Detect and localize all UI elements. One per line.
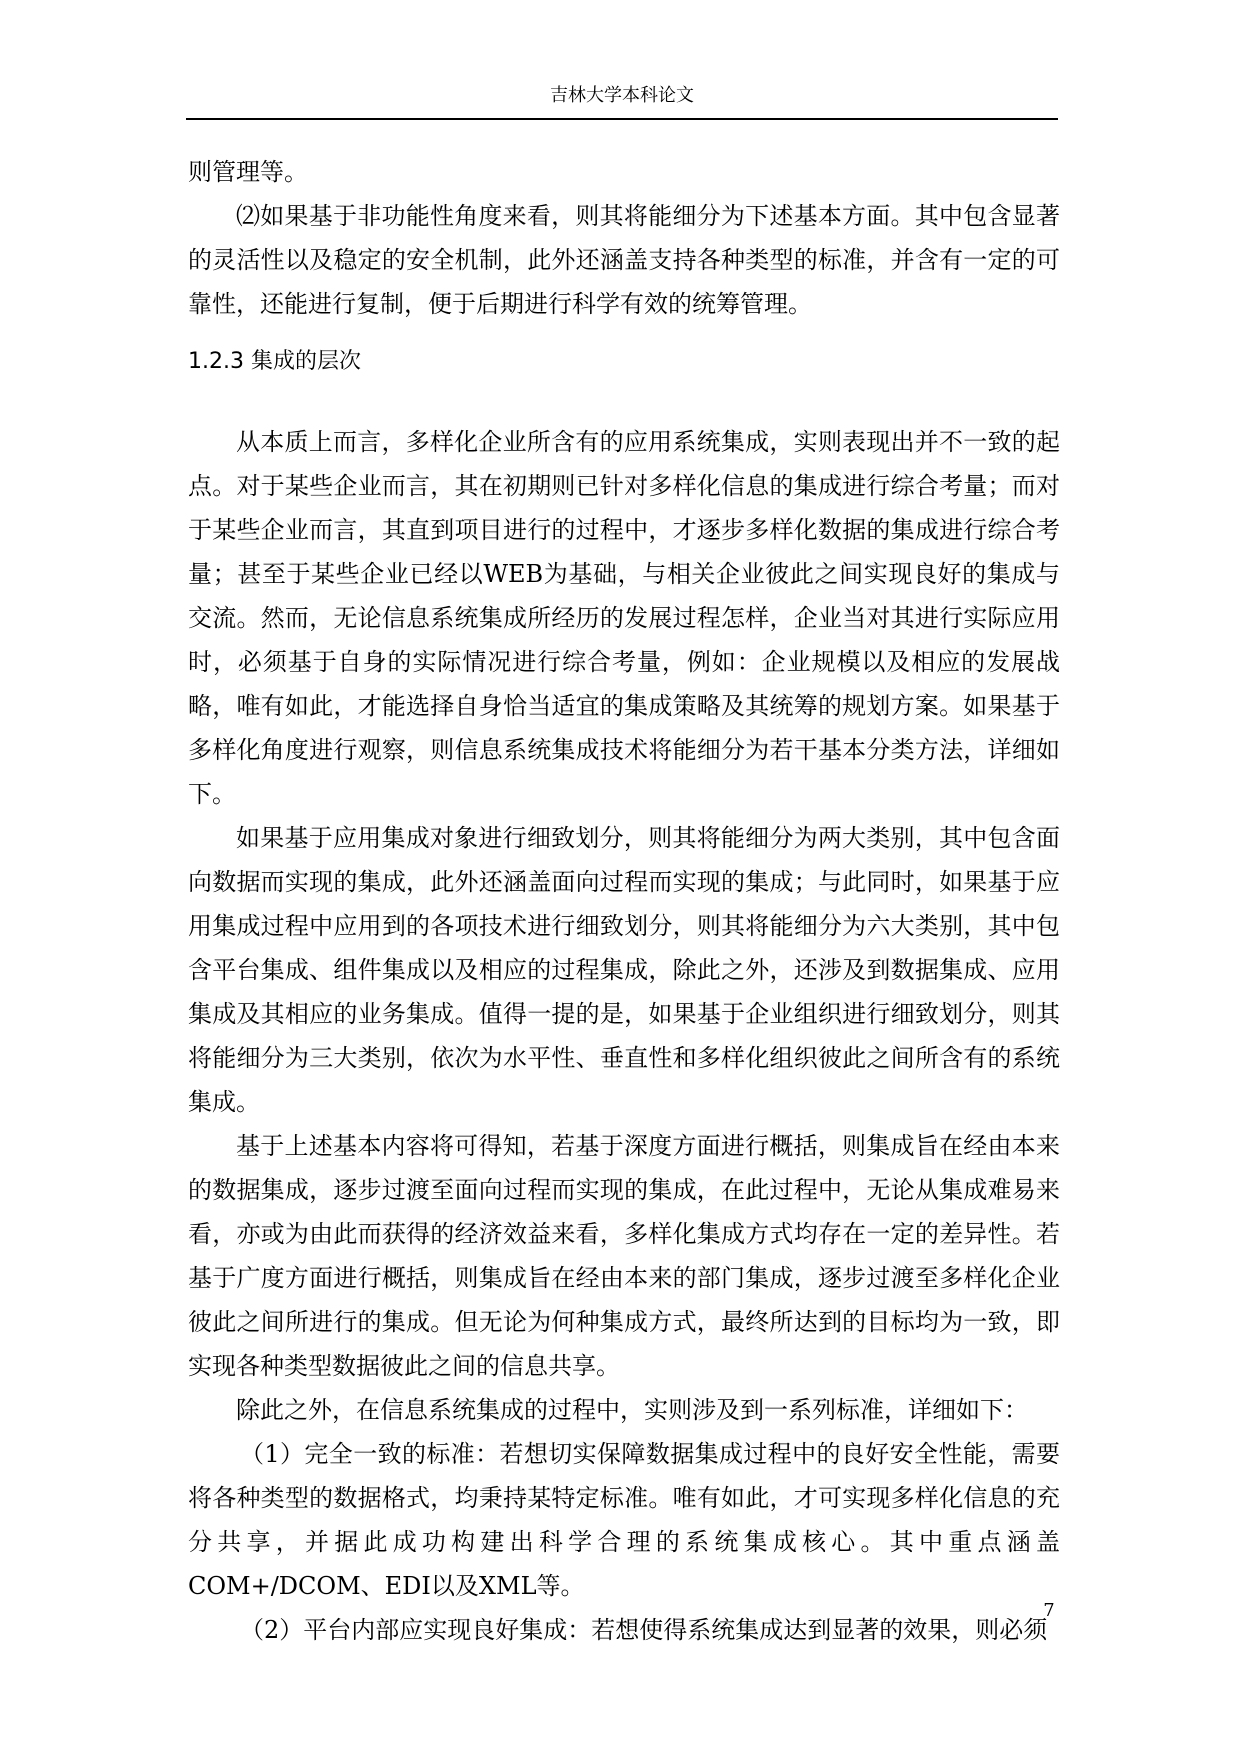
body-text (188, 150, 1060, 1652)
list-item: （1）完全一致的标准：若想切实保障数据集成过程中的良好安全性能，需要将各种类型的数据格式，均秉持某特定标准。唯有如此，才可实现多样化信息的充分共享，并据此成功构建出科学合理的系统集成核心。其中重点涵盖COM+/DCOM、EDI以及XML等。 (188, 1440, 1060, 1600)
paragraph: 如果基于应用集成对象进行细致划分，则其将能细分为两大类别，其中包含面向数据而实现的集成，此外还涵盖面向过程而实现的集成；与此同时，如果基于应用集成过程中应用到的各项技术进行细致划分，则其将能细分为六大类别，其中包含平台集成、组件集成以及相应的过程集成，除此之外，还涉及到数据集成、应用集成及其相应的业务集成。值得一提的是，如果基于企业组织进行细致划分，则其将能细分为三大类别，依次为水平性、垂直性和多样化组织彼此之间所含有的系统集成。 (188, 824, 1060, 1116)
page-number: 7 (1043, 1600, 1055, 1621)
paragraph: 除此之外，在信息系统集成的过程中，实则涉及到一系列标准，详细如下： (236, 1396, 1028, 1424)
paragraph: 从本质上而言，多样化企业所含有的应用系统集成，实则表现出并不一致的起点。对于某些企业而言，其在初期则已针对多样化信息的集成进行综合考量；而对于某些企业而言，其直到项目进行的过程中，才逐步多样化数据的集成进行综合考量；甚至于某些企业已经以WEB为基础，与相关企业彼此之间实现良好的集成与交流。然而，无论信息系统集成所经历的发展过程怎样，企业当对其进行实际应用时，必须基于自身的实际情况进行综合考量，例如：企业规模以及相应的发展战略，唯有如此，才能选择自身恰当适宜的集成策略及其统筹的规划方案。如果基于多样化角度进行观察，则信息系统集成技术将能细分为若干基本分类方法，详细如下。 (188, 428, 1060, 808)
running-header: 吉林大学本科论文 (186, 82, 1058, 120)
list-item: （2）平台内部应实现良好集成：若想使得系统集成达到显著的效果，则必须 (240, 1616, 1048, 1644)
section-heading: 1.2.3 集成的层次 (188, 349, 361, 374)
paragraph: 则管理等。 (188, 158, 308, 186)
paragraph: ⑵如果基于非功能性角度来看，则其将能细分为下述基本方面。其中包含显著的灵活性以及稳定的安全机制，此外还涵盖支持各种类型的标准，并含有一定的可靠性，还能进行复制，便于后期进行科学有效的统筹管理。 (188, 202, 1060, 318)
paragraph: 基于上述基本内容将可得知，若基于深度方面进行概括，则集成旨在经由本来的数据集成，逐步过渡至面向过程而实现的集成，在此过程中，无论从集成难易来看，亦或为由此而获得的经济效益来看，多样化集成方式均存在一定的差异性。若基于广度方面进行概括，则集成旨在经由本来的部门集成，逐步过渡至多样化企业彼此之间所进行的集成。但无论为何种集成方式，最终所达到的目标均为一致，即实现各种类型数据彼此之间的信息共享。 (188, 1132, 1060, 1380)
